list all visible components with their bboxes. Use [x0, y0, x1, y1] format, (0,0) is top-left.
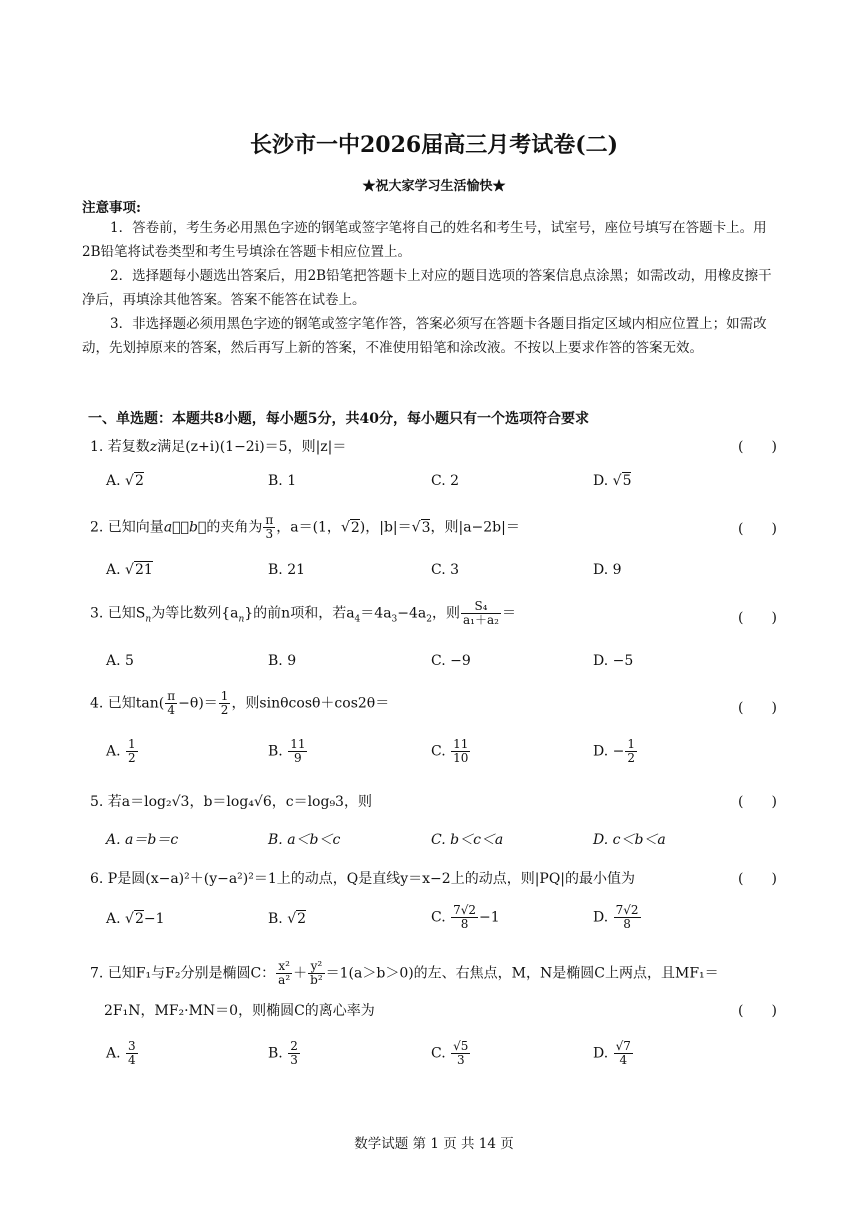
q3-option-b: B. 9 [268, 653, 297, 669]
q5-option-c: C. b＜c＜a [431, 832, 504, 848]
q4-option-b: B. $\frac{11}{9}$ [268, 737, 306, 765]
answer-paren-1: ( ) [738, 439, 777, 455]
page-subtitle: ★祝大家学习生活愉快★ [362, 179, 506, 194]
q6-option-c: C. $\frac{7√2}{8}$ −1 [431, 903, 500, 931]
q5-option-d: D. c＜b＜a [593, 832, 666, 848]
question-7: 7. 已知F₁与F₂分别是椭圆C： $\frac{\text{x²}}{\text{a²}}$ ＋ $\frac{\text{y²}}{\text{b²}}$ ＝1(a＞b＞0)的左、右焦点，M，N是椭圆C上两点，且MF₁＝ [90, 959, 719, 987]
notice-item-1: 1．答卷前，考生务必用黑色字迹的钢笔或签字笔将自己的姓名和考生号，试室号，座位号填写在答题卡上。用2B铅笔将试卷类型和考生号填涂在答题卡相应位置上。 [82, 220, 767, 260]
answer-paren-5: ( ) [738, 794, 777, 810]
question-1: 1. 若复数z满足(z+i)(1−2i)＝5，则|z|＝ [90, 439, 347, 455]
q7-option-d: D. $\frac{√7}{4}$ [593, 1039, 631, 1067]
q2-option-c: C. 3 [431, 562, 460, 578]
q3-option-a: A. 5 [106, 653, 134, 669]
question-4: 4. 已知tan( $\frac{\pi}{4}$ −θ)＝ $\frac{1}{2}$ ，则sinθcosθ＋cos2θ＝ [90, 689, 390, 717]
answer-paren-6: ( ) [738, 871, 777, 887]
q4-option-c: C. $\frac{11}{10}$ [431, 737, 469, 765]
q2-option-d: D. 9 [593, 562, 622, 578]
answer-paren-4: ( ) [738, 700, 777, 716]
q1-option-d: D. √5 [593, 473, 632, 489]
q4-option-d: D. − $\frac{1}{2}$ [593, 737, 635, 765]
q3-option-c: C. −9 [431, 653, 471, 669]
q7-option-c: C. $\frac{√5}{3}$ [431, 1039, 469, 1067]
q7-option-a: A. $\frac{3}{4}$ [106, 1039, 136, 1067]
question-5: 5. 若a＝log₂√3，b＝log₄√6，c＝log₉3，则 [90, 794, 372, 810]
q6-option-b: B. √2 [268, 911, 307, 927]
notice-item-3: 3．非选择题必须用黑色字迹的钢笔或签字笔作答，答案必须写在答题卡各题目指定区域内相应位置上；如需改动，先划掉原来的答案，然后再写上新的答案，不准使用铅笔和涂改液。不按以上要求作答的答案无效。 [82, 316, 767, 356]
q3-option-d: D. −5 [593, 653, 634, 669]
question-7-line-2: 2F₁N，MF₂·MN＝0，则椭圆C的离心率为 [104, 1003, 375, 1019]
page-footer: 数学试题 第 1 页 共 14 页 [354, 1136, 514, 1152]
page-title: 长沙市一中2026届高三月考试卷(二) [249, 132, 619, 158]
q4-option-a: A. $\frac{1}{2}$ [106, 737, 136, 765]
q6-option-a: A. √2−1 [106, 911, 165, 927]
notice-item-2: 2．选择题每小题选出答案后，用2B铅笔把答题卡上对应的题目选项的答案信息点涂黑；如需改动，用橡皮擦干净后，再填涂其他答案。答案不能答在试卷上。 [82, 268, 772, 308]
section-heading: 一、单选题：本题共8小题，每小题5分，共40分，每小题只有一个选项符合要求 [88, 411, 589, 427]
question-2: 2. 已知向量a⃗，b⃗的夹角为 $\frac{\pi}{3}$ ，a＝(1，√2)，|b|＝√3，则|a−2b|＝ [90, 513, 520, 541]
q6-option-d: D. $\frac{7√2}{8}$ [593, 903, 639, 931]
answer-paren-2: ( ) [738, 521, 777, 537]
q2-option-a: A. √21 [106, 562, 153, 578]
q1-option-a: A. √2 [106, 473, 144, 489]
q5-option-b: B. a＜b＜c [268, 832, 341, 848]
question-3: 3. 已知$S_n$为等比数列$\{a_n\}$的前n项和，若$a_4=4a_3-4a_2$，则 $\frac{\text{S₄}}{\text{a₁＋a₂}}$ ＝ [90, 599, 516, 627]
q1-option-c: C. 2 [431, 473, 460, 489]
q2-option-b: B. 21 [268, 562, 306, 578]
q1-option-b: B. 1 [268, 473, 297, 489]
question-6: 6. P是圆(x−a)²＋(y−a²)²＝1上的动点，Q是直线y＝x−2上的动点，则|PQ|的最小值为 [90, 871, 636, 887]
notice-heading: 注意事项: [82, 200, 141, 216]
q7-option-b: B. $\frac{2}{3}$ [268, 1039, 298, 1067]
answer-paren-3: ( ) [738, 610, 777, 626]
q5-option-a: A. a＝b＝c [106, 832, 179, 848]
answer-paren-7: ( ) [738, 1003, 777, 1019]
